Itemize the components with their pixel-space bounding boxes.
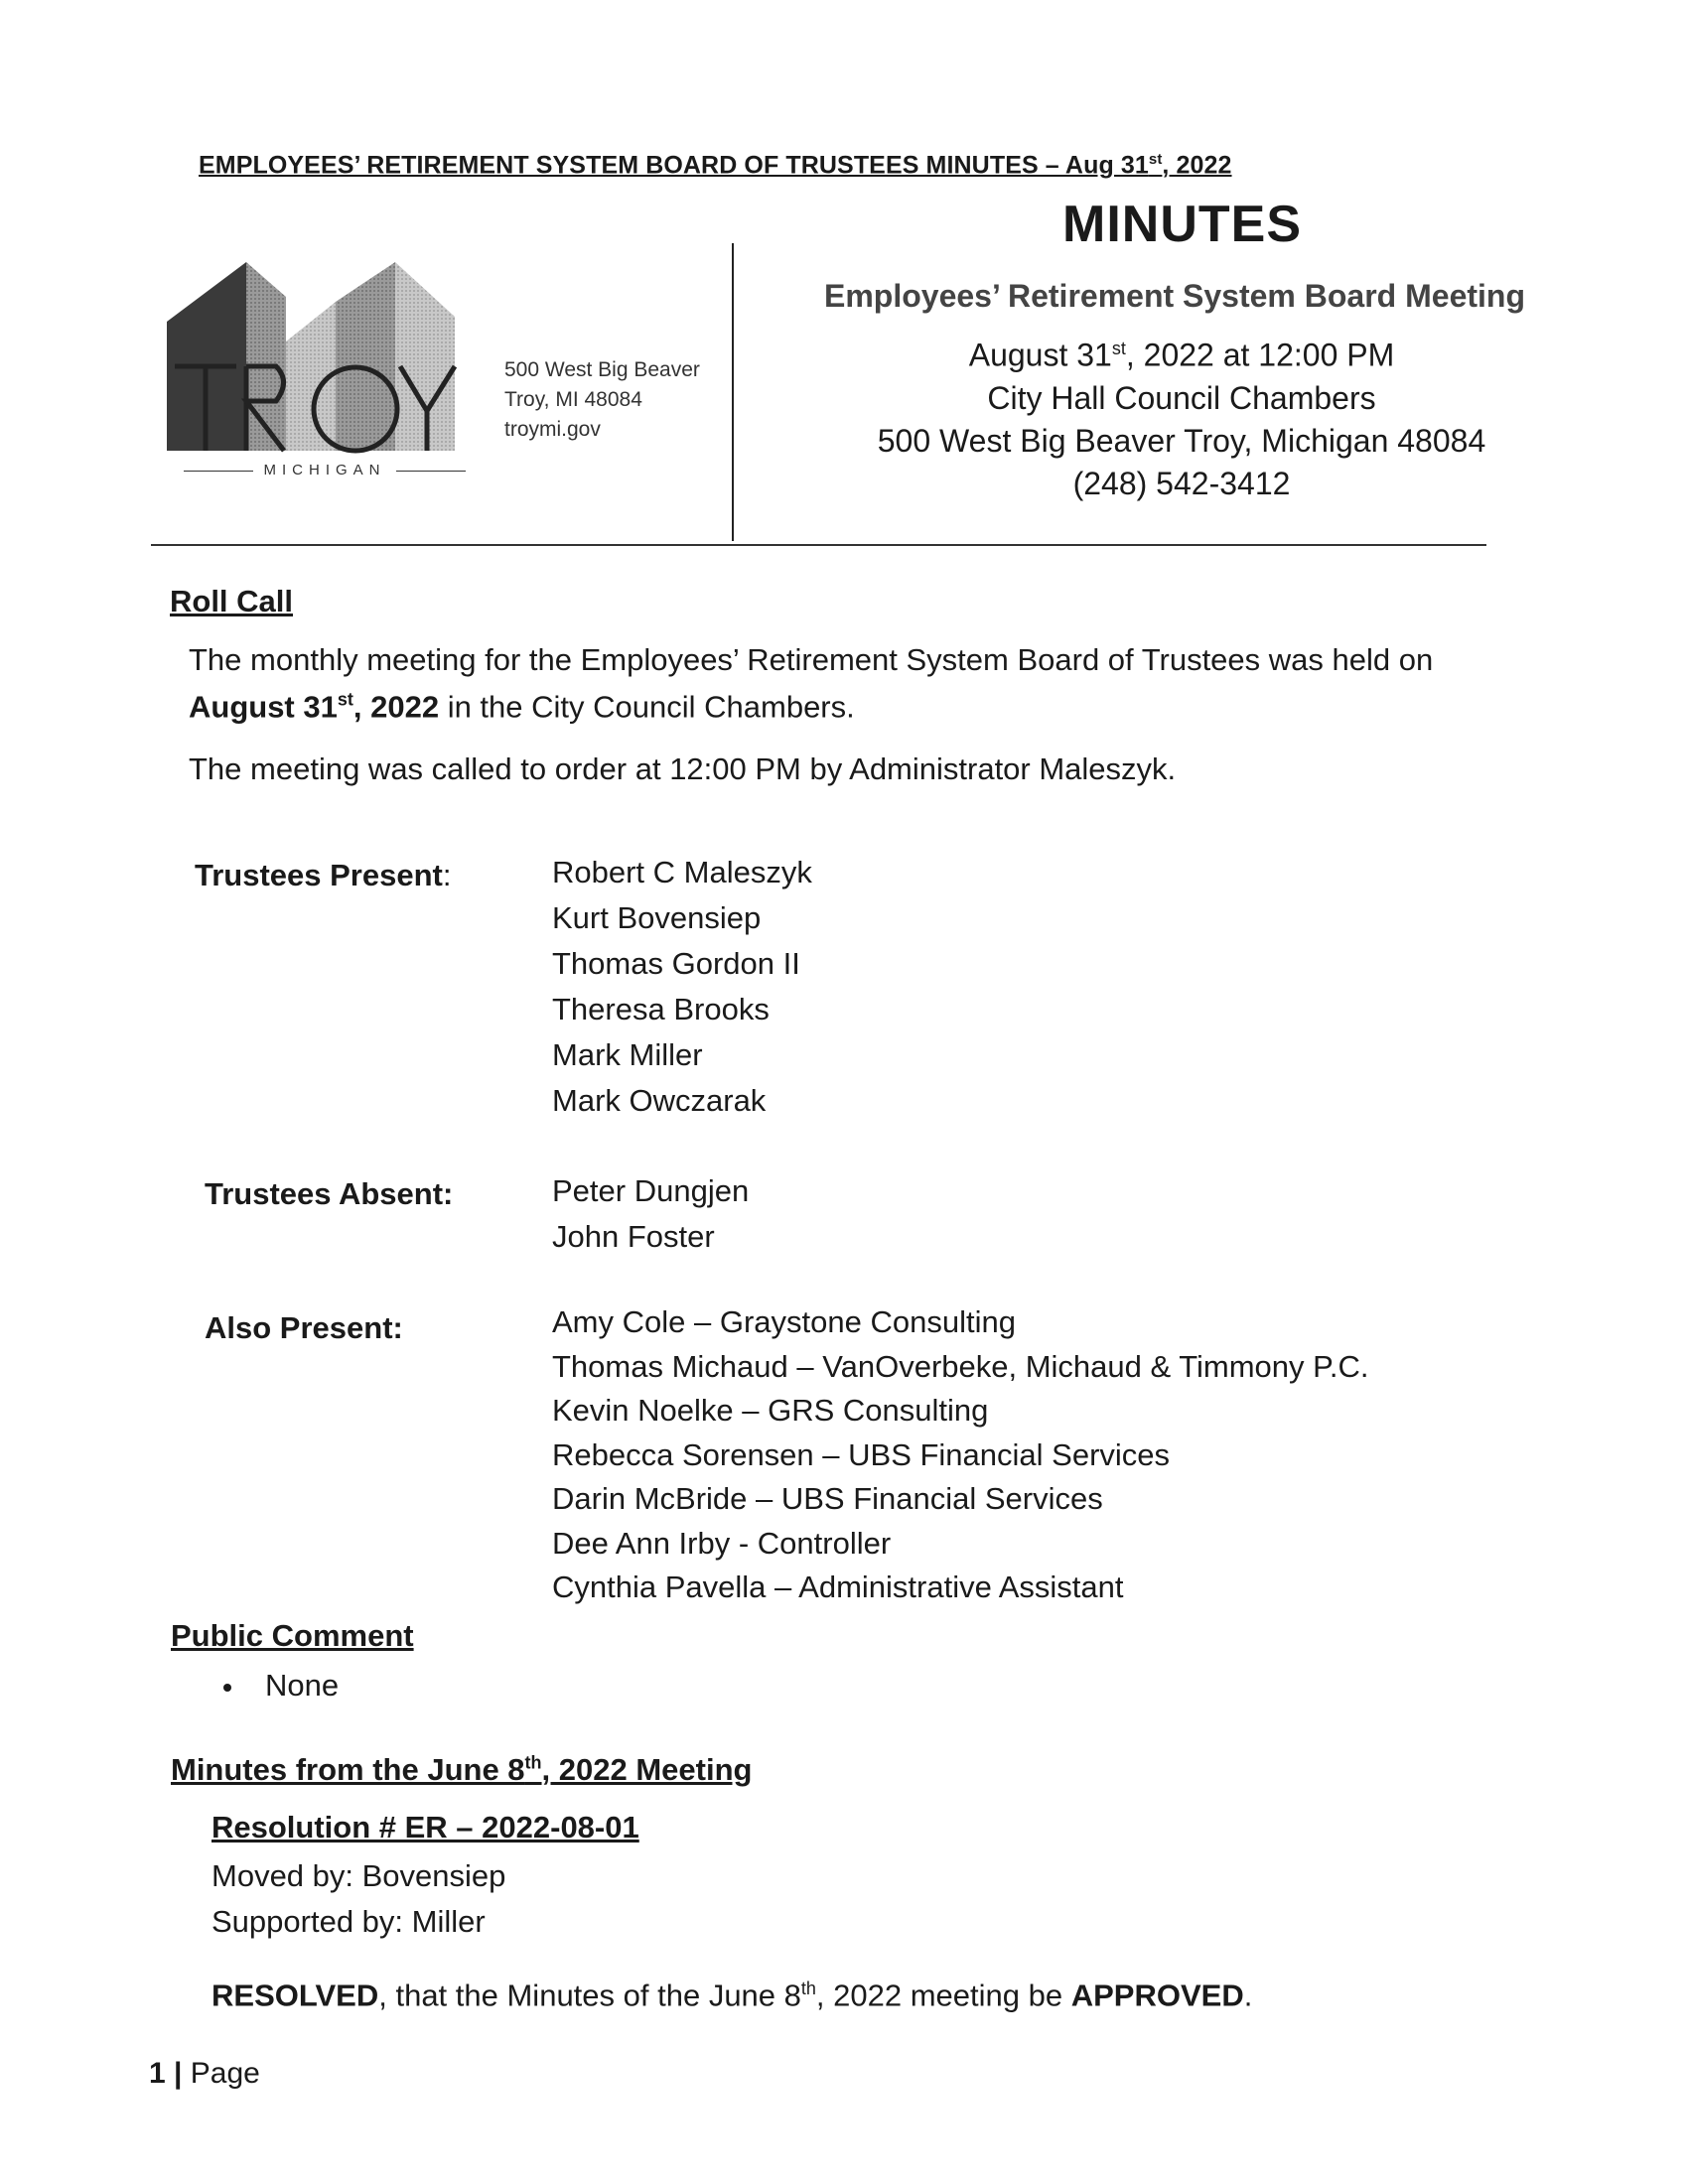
- public-comment-heading: Public Comment: [171, 1618, 414, 1653]
- logo-address-line2: Troy, MI 48084: [504, 388, 642, 411]
- supported-by: Supported by: Miller: [211, 1904, 486, 1939]
- logo-subtext: [171, 462, 479, 478]
- header-title-text: EMPLOYEES’ RETIREMENT SYSTEM BOARD OF TRUSTEES MINUTES – Aug 31: [199, 151, 1149, 180]
- minutes-heading-pre: Minutes from the June 8: [171, 1752, 525, 1787]
- meeting-subtitle: Employees’ Retirement System Board Meeting: [824, 278, 1525, 314]
- minutes-heading: MINUTES: [1062, 196, 1302, 253]
- page-separator: |: [165, 2057, 191, 2090]
- logo-website: troymi.gov: [504, 418, 601, 441]
- logo-michigan-text: MICHIGAN: [263, 462, 386, 478]
- bullet-icon: [223, 1684, 231, 1692]
- meeting-date-sup: st: [1111, 339, 1126, 358]
- resolved-sup: th: [800, 1979, 816, 1998]
- list-item: Peter Dungjen: [552, 1173, 750, 1208]
- list-item: Robert C Maleszyk: [552, 855, 812, 889]
- trustees-present-label-text: Trustees Present: [195, 858, 443, 892]
- list-item: Mark Owczarak: [552, 1083, 767, 1118]
- resolved-bold: RESOLVED: [211, 1978, 379, 2013]
- trustees-present-colon: :: [442, 858, 452, 892]
- resolution-text: [211, 1969, 1252, 2015]
- header-title-end: , 2022: [1162, 151, 1232, 180]
- minutes-heading-post: , 2022 Meeting: [541, 1752, 753, 1787]
- resolution-movers: [211, 1853, 505, 1945]
- list-item: Thomas Michaud – VanOverbeke, Michaud & Timmony P.C.: [552, 1348, 1369, 1384]
- troy-logo-graphic: [167, 262, 485, 480]
- page-label: Page: [190, 2057, 260, 2090]
- roll-call-p1-bold: August 31: [189, 689, 338, 725]
- list-item: Dee Ann Irby - Controller: [552, 1525, 892, 1561]
- roll-call-p1-sup: st: [337, 690, 353, 710]
- header-horizontal-rule: [151, 544, 1486, 546]
- roll-call-p1-a: The monthly meeting for the Employees’ Retirement System Board of Trustees was held on: [189, 642, 1434, 677]
- meeting-location: City Hall Council Chambers: [987, 379, 1376, 416]
- trustees-absent-label: Trustees Absent:: [205, 1176, 454, 1211]
- also-present-list: [552, 1300, 1368, 1610]
- roll-call-p1-bold2: , 2022: [352, 689, 440, 725]
- header-vertical-divider: [732, 243, 734, 541]
- resolution-number: Resolution # ER – 2022-08-01: [211, 1810, 639, 1844]
- header-title-sup: st: [1148, 151, 1163, 168]
- list-item: Theresa Brooks: [552, 992, 770, 1026]
- also-present-label: Also Present:: [205, 1310, 403, 1345]
- resolved-text: , that the Minutes of the June 8: [378, 1978, 801, 2013]
- resolved-text2: , 2022 meeting be: [815, 1978, 1071, 2013]
- meeting-date: [814, 328, 1549, 377]
- meeting-date-post: , 2022 at 12:00 PM: [1125, 337, 1395, 373]
- trustees-present-list: [552, 850, 812, 1124]
- minutes-heading-sup: th: [524, 1752, 542, 1773]
- list-item: Rebecca Sorensen – UBS Financial Services: [552, 1436, 1171, 1472]
- list-item: John Foster: [552, 1219, 715, 1254]
- minutes-approval-heading: [171, 1752, 752, 1788]
- logo-rule-left: [184, 471, 253, 472]
- list-item: Darin McBride – UBS Financial Services: [552, 1481, 1103, 1516]
- list-item: Amy Cole – Graystone Consulting: [552, 1304, 1016, 1339]
- meeting-date-pre: August 31: [968, 337, 1112, 373]
- list-item: Kevin Noelke – GRS Consulting: [552, 1393, 989, 1428]
- list-item: Thomas Gordon II: [552, 946, 800, 981]
- page-number: 1: [149, 2057, 166, 2090]
- logo-address-line1: 500 West Big Beaver: [504, 358, 700, 381]
- moved-by: Moved by: Bovensiep: [211, 1858, 506, 1893]
- list-item: Mark Miller: [552, 1037, 703, 1072]
- call-to-order-paragraph: The meeting was called to order at 12:00 PM by Administrator Maleszyk.: [189, 751, 1177, 786]
- roll-call-paragraph: [189, 640, 1519, 727]
- meeting-address: 500 West Big Beaver Troy, Michigan 48084: [877, 422, 1486, 459]
- page-footer: [149, 2057, 260, 2091]
- approved-bold: APPROVED: [1070, 1978, 1244, 2013]
- logo-address-block: [504, 355, 700, 445]
- list-item: Cynthia Pavella – Administrative Assistant: [552, 1570, 1124, 1604]
- trustees-absent-list: [552, 1168, 749, 1260]
- public-comment-item-text: None: [265, 1668, 340, 1703]
- troy-logo: [167, 262, 485, 480]
- document-header-title: [199, 151, 1232, 180]
- resolved-end: .: [1243, 1978, 1253, 2013]
- meeting-info: [814, 328, 1549, 505]
- roll-call-p1-b: in the City Council Chambers.: [439, 689, 855, 725]
- list-item: Kurt Bovensiep: [552, 900, 762, 935]
- trustees-present-label: [195, 858, 451, 893]
- meeting-phone: (248) 542-3412: [1072, 465, 1291, 501]
- roll-call-heading: Roll Call: [170, 584, 294, 618]
- public-comment-item: [223, 1668, 339, 1704]
- logo-rule-right: [396, 471, 466, 472]
